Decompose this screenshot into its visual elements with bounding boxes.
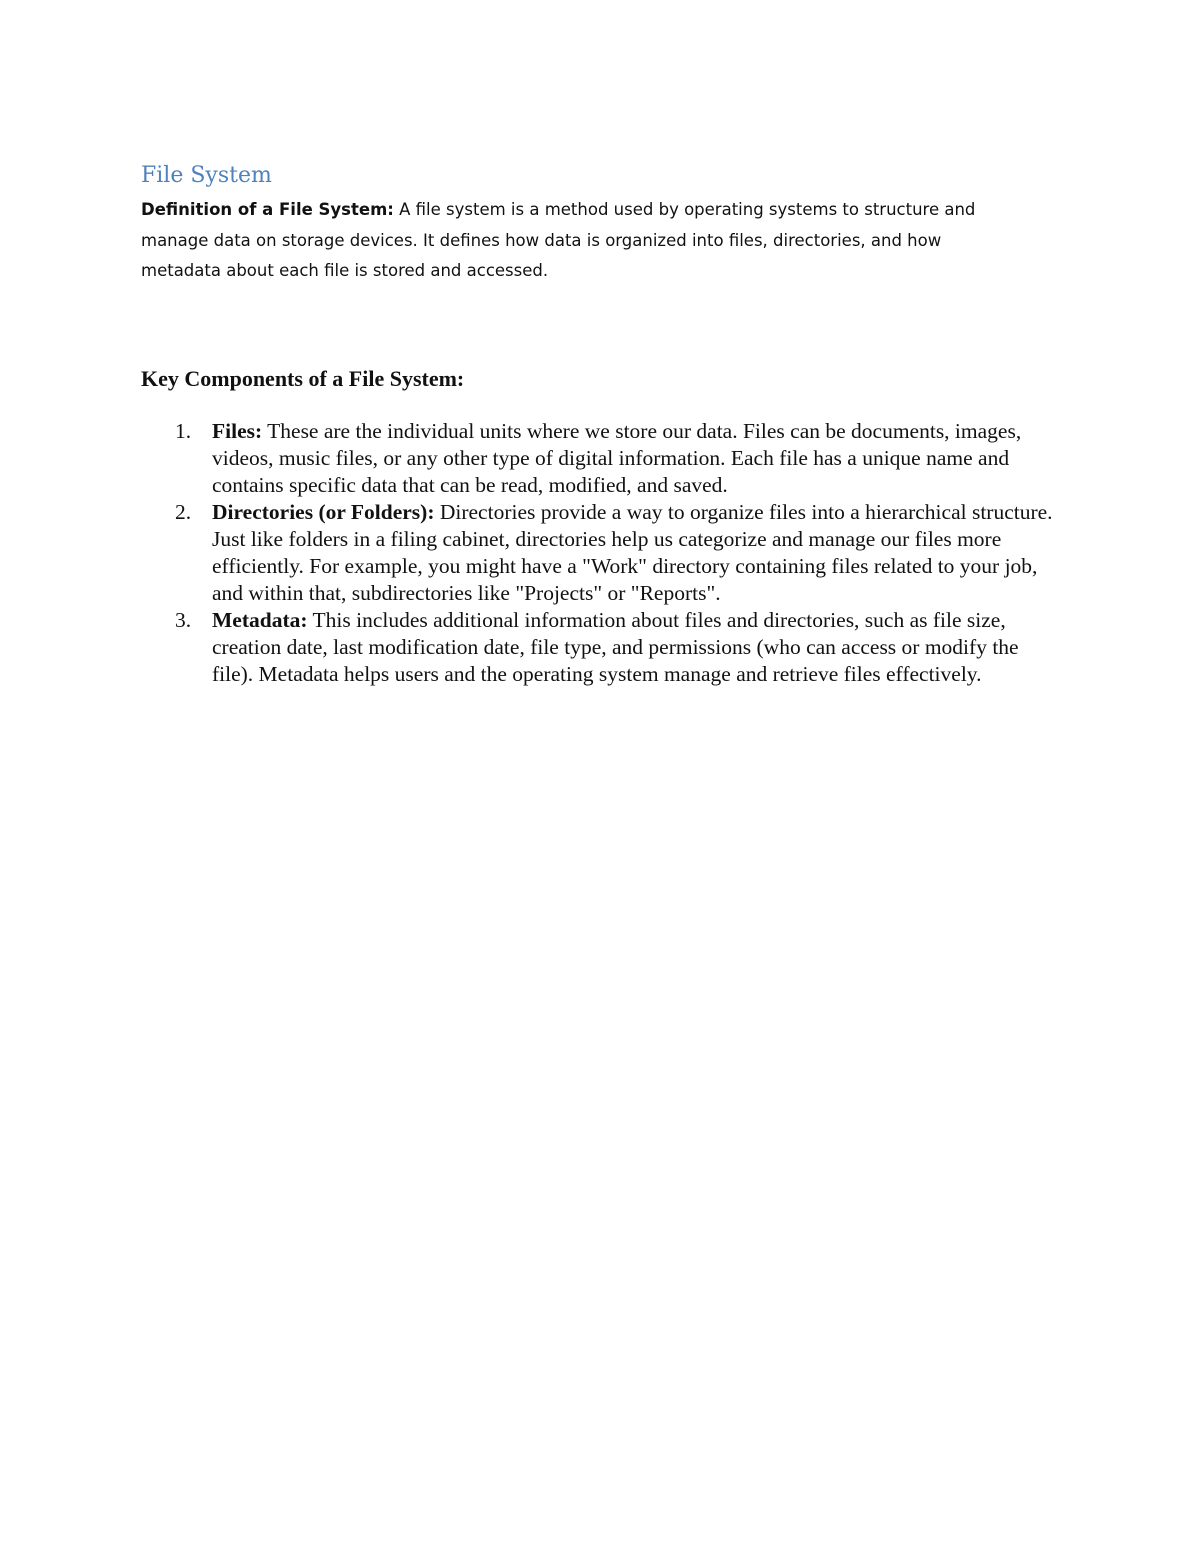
list-item-text: Directories provide a way to organize files into a hierarchical structure. Just like folders in a filing cabinet, directories help us categorize and manage our files more efficiently. For example, you might have a "Work" directory containing files related to your job, and within that, subdirectories like "Projects" or "Reports".: [212, 500, 1053, 605]
list-item-files: [141, 418, 1061, 499]
definition-term: Definition of a File System:: [141, 200, 394, 219]
list-item-metadata: [141, 607, 1061, 688]
list-item-text: These are the individual units where we store our data. Files can be documents, images, videos, music files, or any other type of digital information. Each file has a unique name and contains specific data that can be read, modified, and saved.: [212, 419, 1022, 497]
list-item-term: Directories (or Folders):: [212, 500, 435, 524]
key-components-heading: Key Components of a File System:: [141, 366, 465, 391]
definition-text: A file system is a method used by operating systems to structure and manage data on storage devices. It defines how data is organized into files, directories, and how metadata about each file is stored and accessed.: [141, 200, 976, 280]
list-item-number: 3.: [175, 608, 192, 632]
key-components-list: [141, 418, 1061, 688]
list-item-term: Files:: [212, 419, 263, 443]
list-item-number: 1.: [175, 419, 192, 443]
list-item-text: This includes additional information about files and directories, such as file size, creation date, last modification date, file type, and permissions (who can access or modify the file). Metadata helps users and the operating system manage and retrieve files effectively.: [212, 608, 1019, 686]
list-item-term: Metadata:: [212, 608, 308, 632]
list-item-number: 2.: [175, 500, 192, 524]
document-title: File System: [141, 163, 272, 188]
definition-paragraph: [141, 195, 1021, 287]
list-item-directories: [141, 499, 1061, 607]
